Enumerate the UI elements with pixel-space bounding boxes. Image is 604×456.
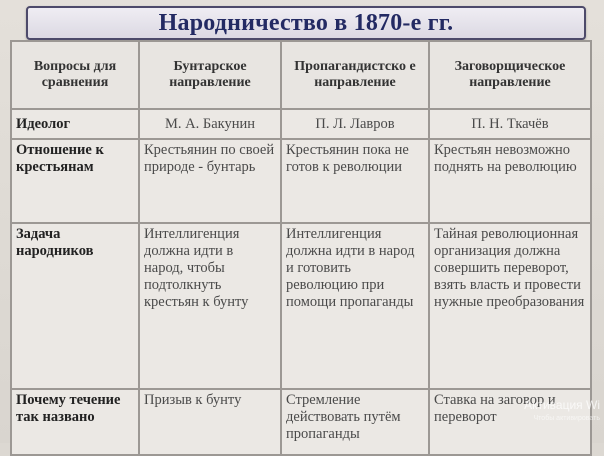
table-cell: Призыв к бунту [139,389,281,455]
table-cell: Крестьянин пока не готов к революции [281,139,429,223]
watermark-subline: Чтобы активировать [533,415,600,422]
table-cell: М. А. Бакунин [139,109,281,139]
comparison-table [10,40,592,456]
table-header-row [11,41,591,109]
activation-watermark [524,398,600,426]
table-row [11,109,591,139]
table-cell: Крестьян невозможно поднять на революцию [429,139,591,223]
table-row [11,389,591,455]
table-cell: Стремление действовать путём пропаганды [281,389,429,455]
table-cell: Интеллигенция должна идти в народ, чтобы подтолкнуть крестьян к бунту [139,223,281,389]
table-cell: П. Н. Ткачёв [429,109,591,139]
table-row [11,223,591,389]
table-cell: Крестьянин по своей природе - бунтарь [139,139,281,223]
header-propaganda-direction: Пропагандистско е направление [281,41,429,109]
table-cell: Интеллигенция должна идти в народ и готовить революцию при помощи пропаганды [281,223,429,389]
table-row [11,139,591,223]
header-conspiracy-direction: Заговорщическое направление [429,41,591,109]
header-rebel-direction: Бунтарское направление [139,41,281,109]
table-cell: Ставка на заговор и переворот [429,389,591,455]
row-label-attitude-to-peasants: Отношение к крестьянам [11,139,139,223]
table-cell: Тайная революционная организация должна совершить переворот, взять власть и провести нужные преобразования [429,223,591,389]
title-banner [26,6,586,40]
row-label-ideologist: Идеолог [11,109,139,139]
row-label-why-named: Почему течение так названо [11,389,139,455]
page-title: Народничество в 1870-е гг. [158,9,454,36]
table-cell: П. Л. Лавров [281,109,429,139]
row-label-task: Задача народников [11,223,139,389]
watermark-line: Активация Wi [524,398,600,412]
header-compare-questions: Вопросы для сравнения [11,41,139,109]
